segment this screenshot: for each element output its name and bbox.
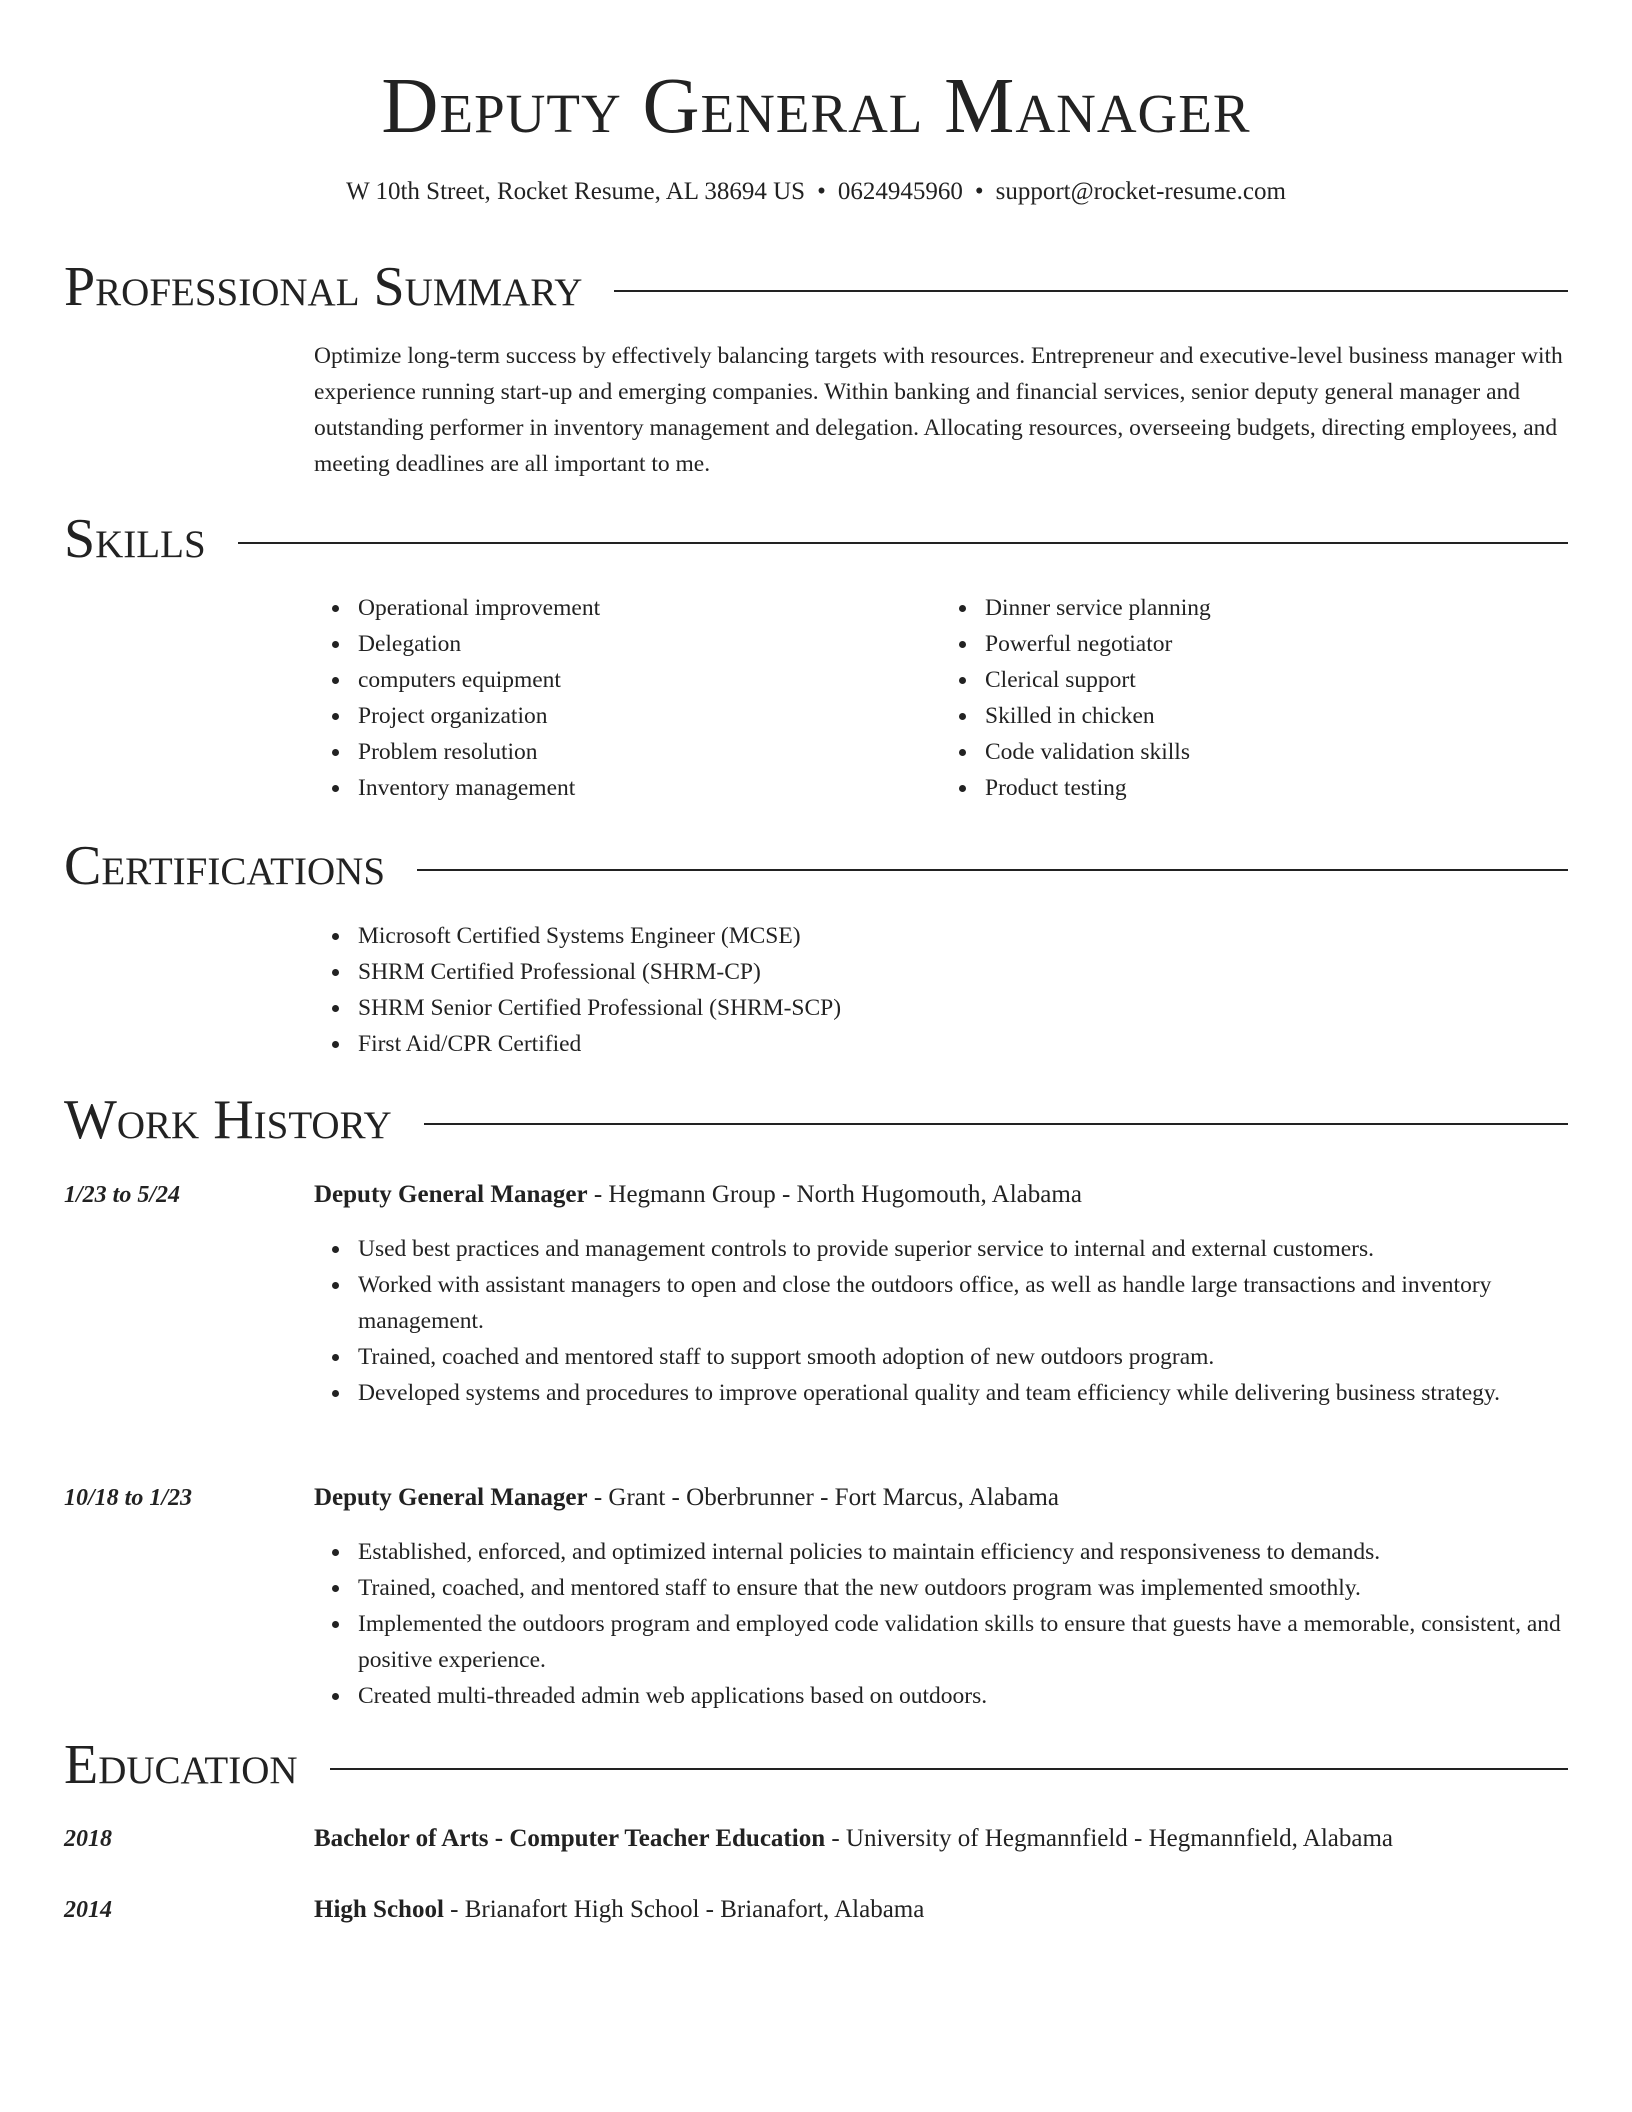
work-history-section-header — [64, 1090, 1568, 1150]
section-divider — [424, 1123, 1568, 1125]
contact-email[interactable]: support@rocket-resume.com — [995, 178, 1286, 205]
job-bullet: Used best practices and management controls to provide superior service to internal and external customers. — [358, 1231, 1568, 1267]
skills-column-left — [314, 590, 941, 806]
skill-item: Skilled in chicken — [985, 698, 1568, 734]
job-title: Deputy General Manager — [314, 1484, 588, 1511]
job-responsibilities — [314, 1231, 1568, 1411]
section-divider — [238, 542, 1568, 544]
certification-item: Microsoft Certified Systems Engineer (MCSE) — [358, 918, 1568, 954]
section-divider — [614, 290, 1568, 292]
skill-item: Dinner service planning — [985, 590, 1568, 626]
job-bullet: Trained, coached, and mentored staff to ensure that the new outdoors program was implemented smoothly. — [358, 1570, 1568, 1606]
section-divider — [417, 869, 1568, 871]
summary-section-header — [64, 257, 1568, 317]
skills-section-header — [64, 509, 1568, 569]
skill-item: Clerical support — [985, 662, 1568, 698]
skill-item: Inventory management — [358, 770, 941, 806]
job-employer: - Hegmann Group - North Hugomouth, Alabama — [587, 1181, 1082, 1208]
education-degree: High School — [314, 1896, 444, 1923]
contact-separator: • — [817, 178, 826, 205]
job-dates: 1/23 to 5/24 — [64, 1182, 181, 1208]
job-employer: - Grant - Oberbrunner - Fort Marcus, Alabama — [587, 1484, 1059, 1511]
work-history-heading: Work History — [64, 1089, 392, 1151]
skill-item: Problem resolution — [358, 734, 941, 770]
education-section-header — [64, 1735, 1568, 1795]
certifications-section-header — [64, 836, 1568, 896]
skills-heading: Skills — [64, 508, 206, 570]
job-bullet: Created multi-threaded admin web applications based on outdoors. — [358, 1678, 1568, 1714]
summary-heading: Professional Summary — [64, 256, 583, 318]
job-dates: 10/18 to 1/23 — [64, 1485, 193, 1511]
education-school: - University of Hegmannfield - Hegmannfield, Alabama — [825, 1825, 1393, 1852]
contact-separator: • — [974, 178, 984, 205]
job-title-line — [314, 1177, 1568, 1213]
contact-address: W 10th Street, Rocket Resume, AL 38694 US — [346, 178, 806, 205]
job-bullet: Implemented the outdoors program and employed code validation skills to ensure that guests have a memorable, consistent, and positive experience. — [358, 1606, 1568, 1678]
summary-text: Optimize long-term success by effectively balancing targets with resources. Entrepreneur and executive-level business manager with experience running start-up and emerging companies. Within banking and financial services, senior deputy general manager and outstanding performer in inventory management and delegation. Allocating resources, overseeing budgets, directing employees, and meeting deadlines are all important to me. — [314, 343, 1563, 477]
certification-item: SHRM Certified Professional (SHRM-CP) — [358, 954, 1568, 990]
skill-item: Operational improvement — [358, 590, 941, 626]
job-title-line — [314, 1480, 1568, 1516]
education-degree: Bachelor of Arts - Computer Teacher Education — [314, 1825, 826, 1852]
job-bullet: Established, enforced, and optimized internal policies to maintain efficiency and responsiveness to demands. — [358, 1534, 1568, 1570]
skills-column-right — [941, 590, 1568, 806]
education-entry — [314, 1821, 1568, 1857]
certification-item: SHRM Senior Certified Professional (SHRM-SCP) — [358, 990, 1568, 1026]
education-heading: Education — [64, 1734, 298, 1796]
resume-name: Deputy General Manager — [381, 63, 1251, 150]
job-bullet: Developed systems and procedures to improve operational quality and team efficiency while delivering business strategy. — [358, 1375, 1568, 1411]
job-title: Deputy General Manager — [314, 1181, 588, 1208]
education-school: - Brianafort High School - Brianafort, Alabama — [443, 1896, 925, 1923]
contact-phone: 0624945960 — [837, 178, 963, 205]
section-divider — [330, 1768, 1568, 1770]
education-year: 2018 — [64, 1826, 112, 1852]
certification-item: First Aid/CPR Certified — [358, 1026, 1568, 1062]
skill-item: Delegation — [358, 626, 941, 662]
job-bullet: Trained, coached and mentored staff to support smooth adoption of new outdoors program. — [358, 1339, 1568, 1375]
job-bullet: Worked with assistant managers to open and close the outdoors office, as well as handle large transactions and inventory management. — [358, 1267, 1568, 1339]
skill-item: Product testing — [985, 770, 1568, 806]
certifications-list — [314, 918, 1568, 1062]
certifications-heading: Certifications — [64, 835, 386, 897]
contact-line — [0, 175, 1632, 209]
job-responsibilities — [314, 1534, 1568, 1714]
education-year: 2014 — [64, 1897, 112, 1923]
education-entry — [314, 1892, 1568, 1928]
skills-list — [314, 590, 1568, 806]
skill-item: Project organization — [358, 698, 941, 734]
skill-item: Powerful negotiator — [985, 626, 1568, 662]
skill-item: Code validation skills — [985, 734, 1568, 770]
skill-item: computers equipment — [358, 662, 941, 698]
